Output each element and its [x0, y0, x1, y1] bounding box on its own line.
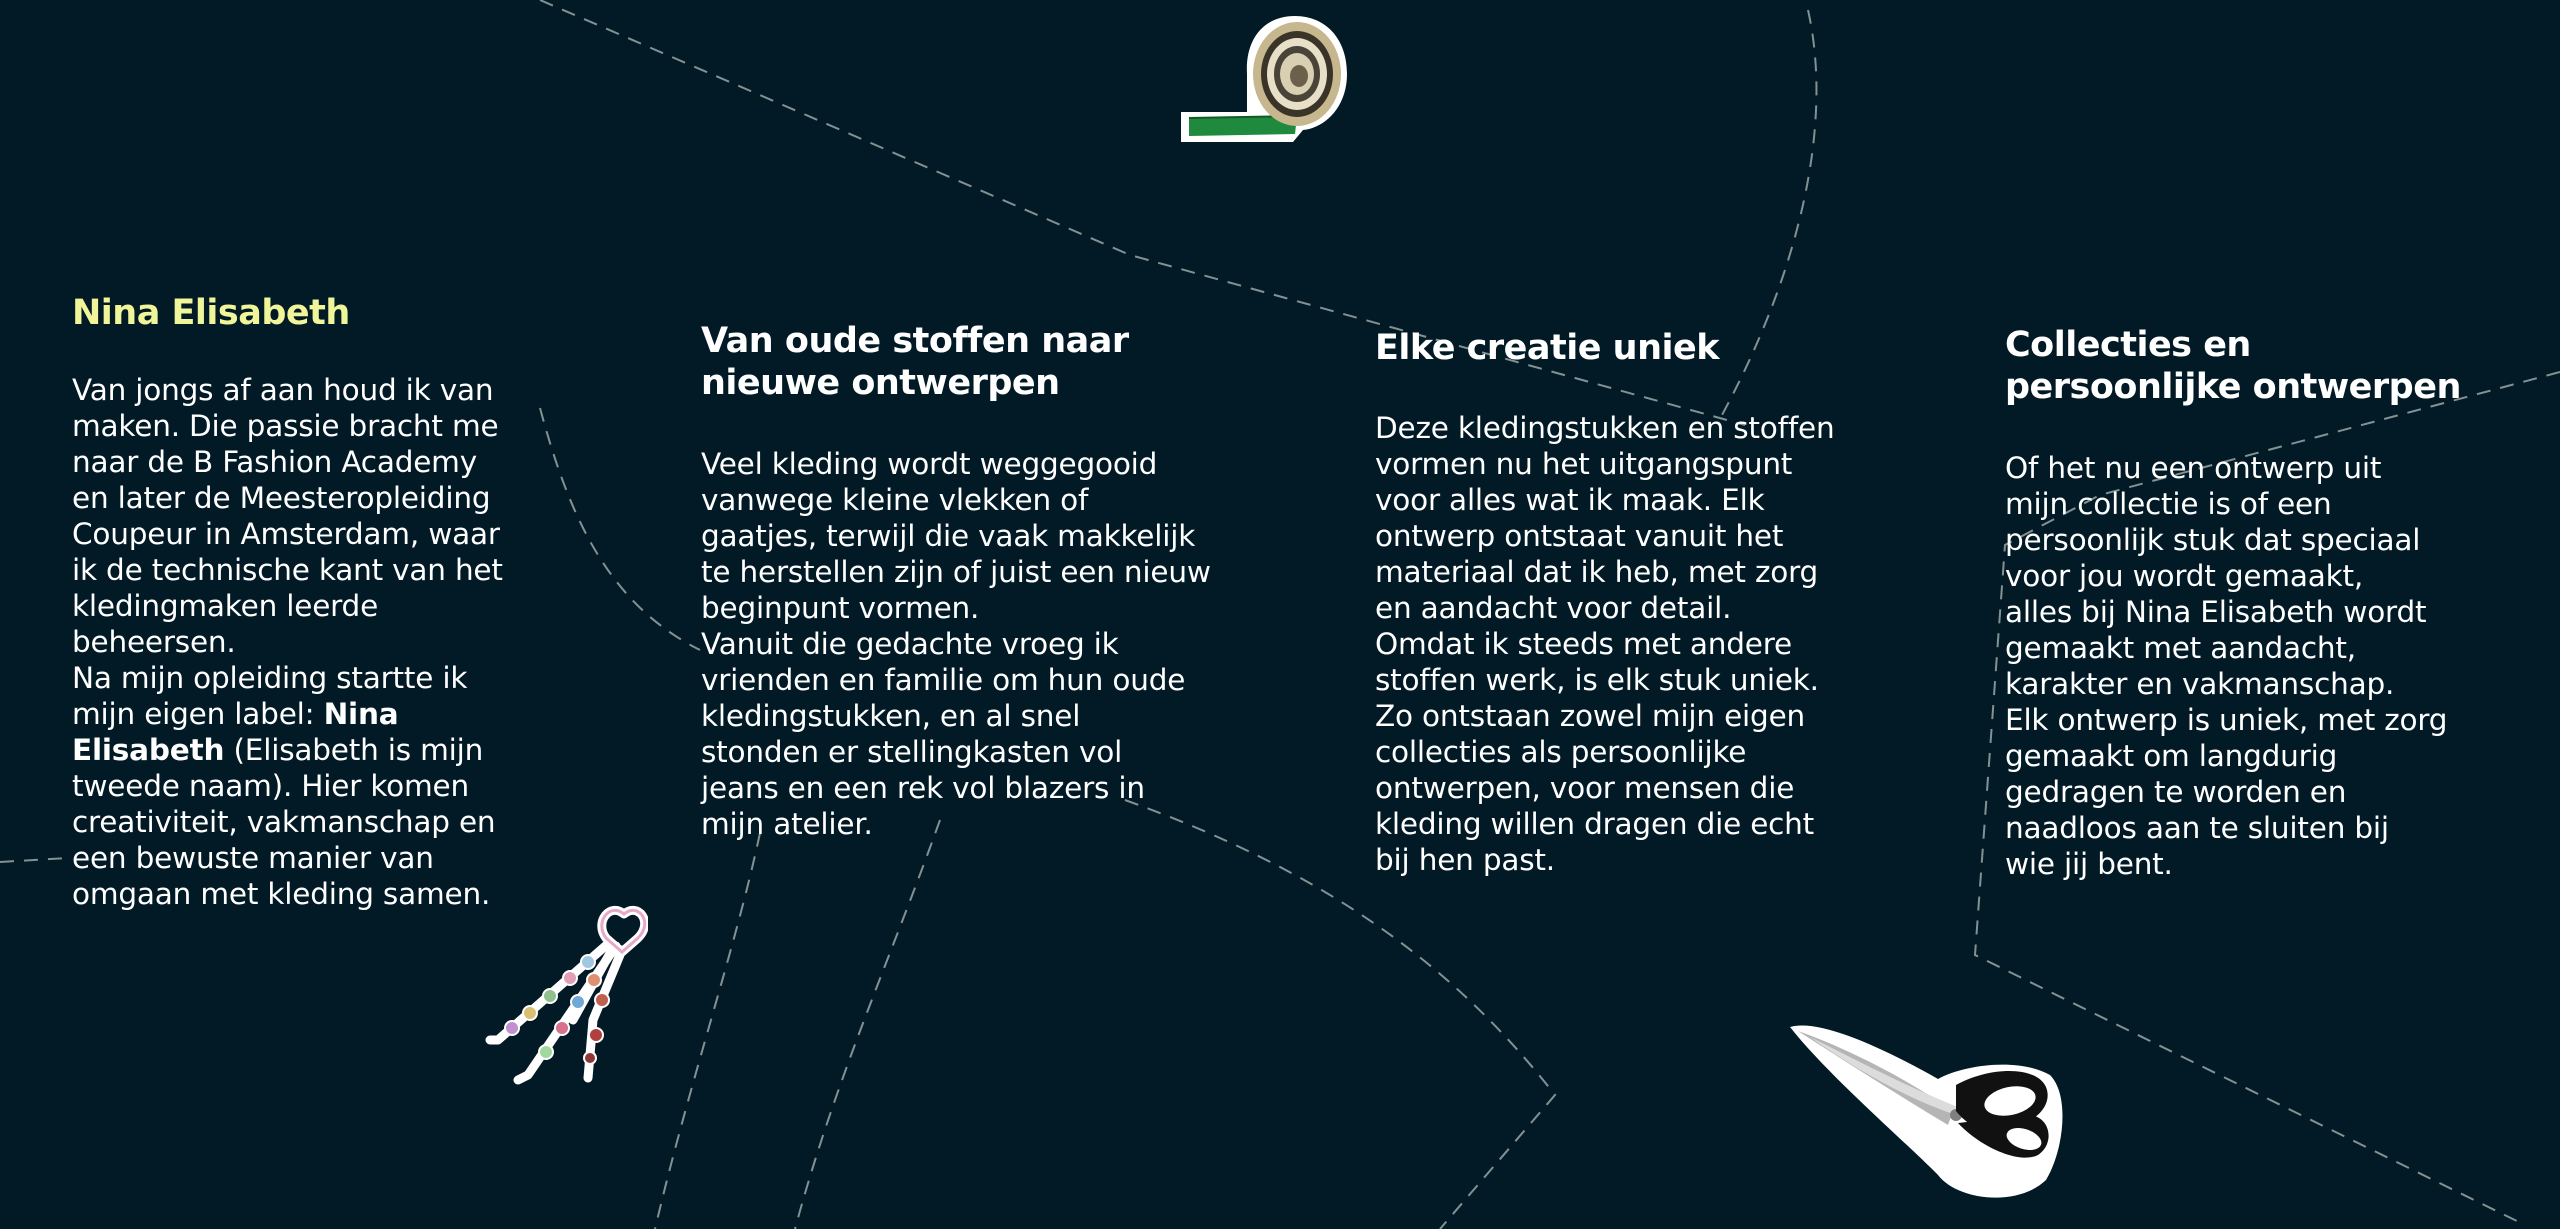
- scissors-icon: [1788, 1015, 2068, 1205]
- body-text-part: (Elisabeth is mijn tweede naam). Hier komen creativiteit, vakmanschap en een bewuste manier van omgaan met kleding samen.: [72, 733, 496, 911]
- column-title: Collecties en persoonlijke ontwerpen: [2005, 325, 2461, 407]
- body-text-part: Van jongs af aan houd ik van maken. Die passie bracht me naar de B Fashion Academy en later de Meesteropleiding Coupeur in Amsterdam, waar ik de technische kant van het kledingmaken leerde beheersen. Na mijn opleiding startte ik mijn eigen label:: [72, 373, 503, 731]
- tape-measure-icon: [1175, 12, 1355, 147]
- column-title: Nina Elisabeth: [72, 293, 350, 333]
- label-name-bold: Nina Elisabeth: [72, 697, 399, 767]
- column-body: Of het nu een ontwerp uit mijn collectie is of een persoonlijk stuk dat speciaal voor jou wordt gemaakt, alles bij Nina Elisabeth wordt gemaakt met aandacht, karakter en vakmanschap. Elk ontwerp is uniek, met zorg gemaakt om langdurig gedragen te worden en naadloos aan te sluiten bij wie jij bent.: [2005, 451, 2448, 881]
- beaded-keychain-icon: [478, 900, 648, 1095]
- column-title: Elke creatie uniek: [1375, 328, 1720, 368]
- column-body: Deze kledingstukken en stoffen vormen nu het uitgangspunt voor alles wat ik maak. Elk ontwerp ontstaat vanuit het materiaal dat ik heb, met zorg en aandacht voor detail. Omdat ik steeds met andere stoffen werk, is elk stuk uniek. Zo ontstaan zowel mijn eigen collecties als persoonlijke ontwerpen, voor mensen die kleding willen dragen die echt bij hen past.: [1375, 411, 1835, 877]
- column-title: Van oude stoffen naar nieuwe ontwerpen: [701, 321, 1129, 403]
- column-body: [72, 372, 592, 912]
- column-body: Veel kleding wordt weggegooid vanwege kleine vlekken of gaatjes, terwijl die vaak makkelijk te herstellen zijn of juist een nieuw beginpunt vormen. Vanuit die gedachte vroeg ik vrienden en familie om hun oude kledingstukken, en al snel stonden er stellingkasten vol jeans en een rek vol blazers in mijn atelier.: [701, 447, 1211, 841]
